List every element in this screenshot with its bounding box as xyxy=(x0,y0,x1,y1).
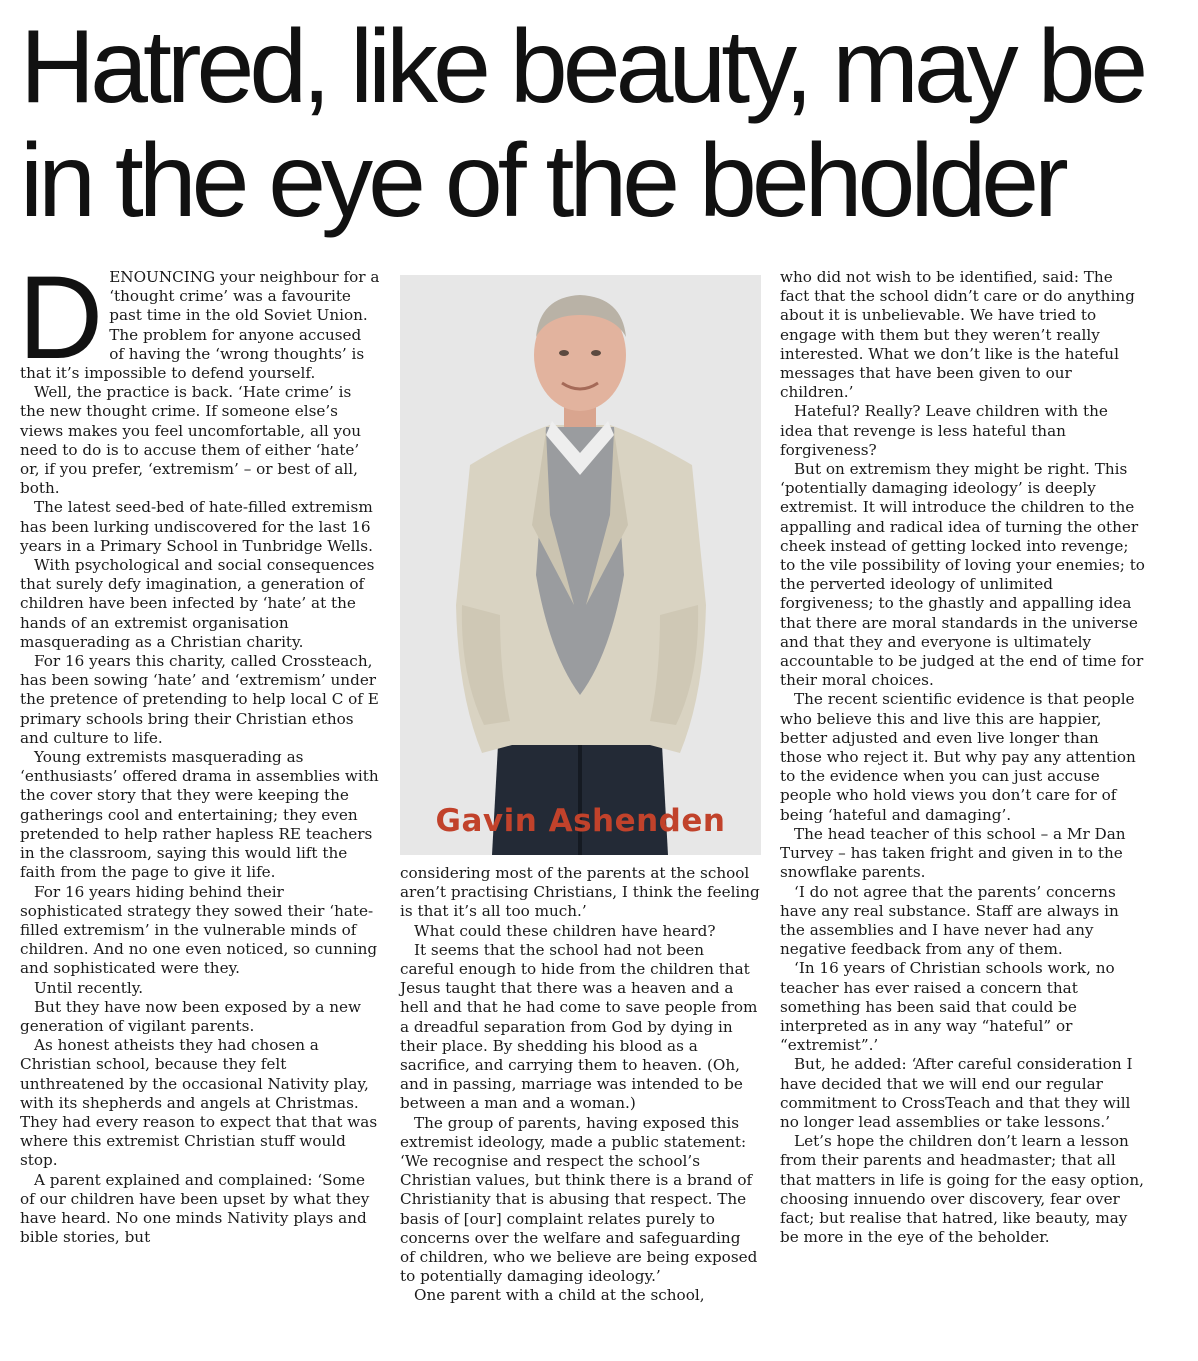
article-paragraph: For 16 years this charity, called Crossteach, has been sowing ‘hate’ and ‘extremism’ under the pretence of pretending to help local C of E primary schools bring their Christian ethos and culture to life. xyxy=(20,652,379,747)
author-portrait-icon xyxy=(400,275,761,855)
headline-line-1: Hatred, like beauty, may be xyxy=(20,9,1144,125)
article-paragraph: Until recently. xyxy=(34,978,144,997)
article-paragraph: For 16 years hiding behind their sophisticated strategy they sowed their ‘hate-filled extremism’ in the vulnerable minds of children. And no one even noticed, so cunning and sophisticated were they. xyxy=(20,882,378,978)
article-paragraph: With psychological and social consequences that surely defy imagination, a generation of children have been infected by ‘hate’ at the hands of an extremist organisation masquerading as a Christian charity. xyxy=(20,556,375,651)
article-paragraph: But on extremism they might be right. This ‘potentially damaging ideology’ is deeply extremist. It will introduce the children to the appalling and radical idea of turning the other cheek instead of getting locked into revenge; to the vile possibility of loving your enemies; to the perverted ideology of unlimited forgiveness; to the ghastly and appalling idea that there are moral standards in the universe and that they and everyone is ultimately accountable to be judged at the end of time for their moral choices. xyxy=(780,460,1145,690)
article-paragraph: ENOUNCING your neighbour for a ‘thought crime’ was a favourite past time in the old Soviet Union. The problem for anyone accused of having the ‘wrong thoughts’ is that it’s impossible to defend yourself. xyxy=(20,268,380,383)
author-photo xyxy=(400,275,761,855)
article-paragraph: The latest seed-bed of hate-filled extremism has been lurking undiscovered for the last 16 years in a Primary School in Tunbridge Wells. xyxy=(20,498,373,555)
headline-line-2: in the eye of the beholder xyxy=(20,123,1064,239)
article-paragraph: But, he added: ‘After careful consideration I have decided that we will end our regular commitment to CrossTeach and that they will no longer lead assemblies or take lessons.’ xyxy=(780,1055,1133,1131)
article-paragraph: Young extremists masquerading as ‘enthusiasts’ offered drama in assemblies with the cover story that they were keeping the gatherings cool and entertaining; they even pretended to help rather hapless RE teachers in the classroom, saying this would lift the faith from the page to give it life. xyxy=(20,748,379,882)
article-paragraph: considering most of the parents at the school aren’t practising Christians, I think the feeling is that it’s all too much.’ xyxy=(400,864,760,921)
article-paragraph: who did not wish to be identified, said: The fact that the school didn’t care or do anything about it is unbelievable. We have tried to engage with them but they weren’t really interested. What we don’t like is the hateful messages that have been given to our children.’ xyxy=(780,268,1135,402)
article-paragraph: ‘In 16 years of Christian schools work, no teacher has ever raised a concern that something has been said that could be interpreted as in any way “hateful” or “extremist”.’ xyxy=(780,959,1115,1055)
headline xyxy=(20,10,1190,238)
article-column-3 xyxy=(780,268,1145,1247)
article-paragraph: The head teacher of this school – a Mr Dan Turvey – has taken fright and given in to the snowflake parents. xyxy=(780,824,1126,882)
article-paragraph: But they have now been exposed by a new generation of vigilant parents. xyxy=(20,997,361,1035)
article-paragraph: The group of parents, having exposed this extremist ideology, made a public statement: ‘We recognise and respect the school’s Christian values, but think there is a brand of Christianity that is abusing that respect. The basis of [our] complaint relates purely to concerns over the welfare and safeguarding of children, who we believe are being exposed to potentially damaging ideology.’ xyxy=(400,1113,758,1286)
article-paragraph: Hateful? Really? Leave children with the idea that revenge is less hateful than forgiveness? xyxy=(780,402,1108,459)
article-paragraph: One parent with a child at the school, xyxy=(414,1286,705,1305)
article-paragraph: As honest atheists they had chosen a Christian school, because they felt unthreatened by the occasional Nativity play, with its shepherds and angels at Christmas. They had every reason to expect that that was where this extremist Christian stuff would stop. xyxy=(20,1036,378,1170)
article-paragraph: What could these children have heard? xyxy=(414,921,716,940)
article-paragraph: ‘I do not agree that the parents’ concerns have any real substance. Staff are always in the assemblies and I have never had any negative feedback from any of them. xyxy=(780,882,1119,959)
article-paragraph: A parent explained and complained: ‘Some of our children have been upset by what they have heard. No one minds Nativity plays and bible stories, but xyxy=(20,1170,370,1247)
article-column-1 xyxy=(18,252,380,1247)
article-paragraph: Let’s hope the children don’t learn a lesson from their parents and headmaster; that all that matters in life is going for the easy option, choosing innuendo over discovery, fear over fact; but realise that hatred, like beauty, may be more in the eye of the beholder. xyxy=(780,1132,1144,1247)
drop-cap: D xyxy=(18,252,104,384)
article-paragraph: Well, the practice is back. ‘Hate crime’ is the new thought crime. If someone else’s views makes you feel uncomfortable, all you need to do is to accuse them of either ‘hate’ or, if you prefer, ‘extremism’ – or best of all, both. xyxy=(20,383,362,498)
article-paragraph: The recent scientific evidence is that people who believe this and live this are happier, better adjusted and even live longer than those who reject it. But why pay any attention to the evidence when you can just accuse people who hold views you don’t care for of being ‘hateful and damaging’. xyxy=(780,690,1136,824)
article-paragraph: It seems that the school had not been careful enough to hide from the children that Jesus taught that there was a heaven and a hell and that he had come to save people from a dreadful separation from God by dying in their place. By shedding his blood as a sacrifice, and carrying them to heaven. (Oh, and in passing, marriage was intended to be between a man and a woman.) xyxy=(400,940,758,1113)
article-column-2 xyxy=(400,864,760,1306)
byline: Gavin Ashenden xyxy=(435,803,726,839)
